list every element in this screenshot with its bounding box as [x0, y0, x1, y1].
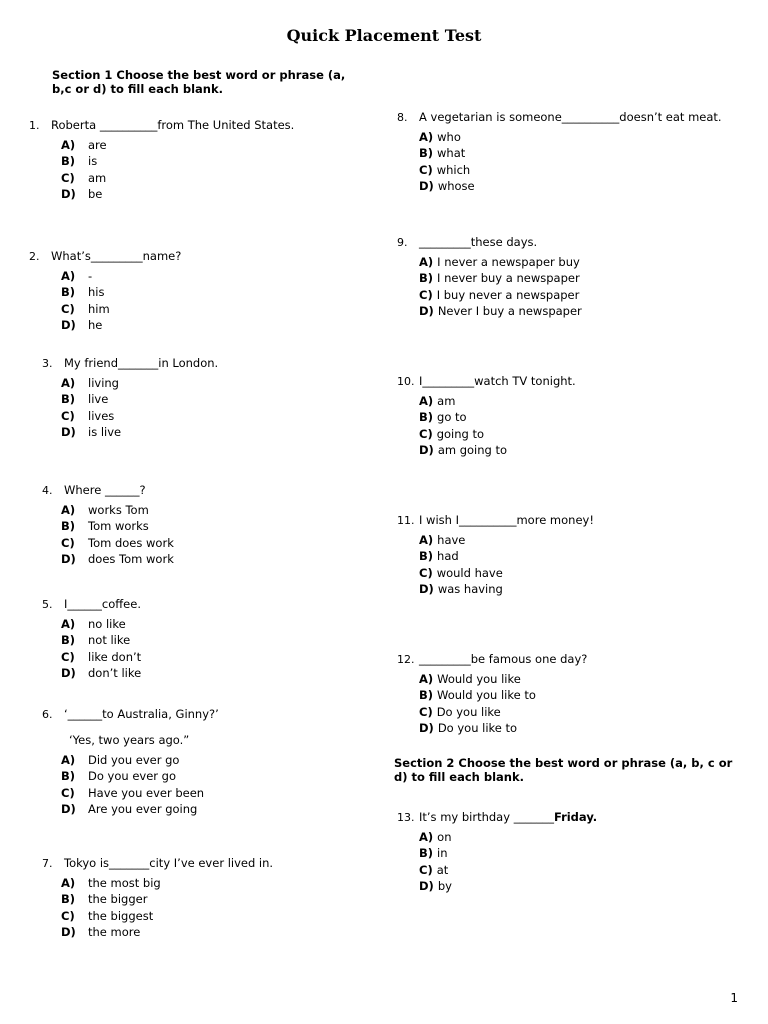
option-c[interactable]	[61, 536, 174, 552]
option-letter: D)	[61, 552, 76, 567]
question-number: 7.	[42, 857, 53, 870]
question-6	[42, 707, 219, 819]
option-b[interactable]	[419, 271, 582, 287]
option-letter: B)	[419, 549, 434, 564]
options-list	[61, 138, 294, 204]
option-a[interactable]	[61, 138, 294, 154]
option-text: living	[88, 376, 119, 390]
question-response-line: ‘Yes, two years ago.”	[69, 733, 190, 747]
option-b[interactable]	[61, 892, 273, 908]
option-a[interactable]	[61, 617, 141, 633]
question-8	[397, 110, 722, 196]
option-text: I buy never a newspaper	[436, 287, 580, 302]
option-letter: B)	[61, 633, 76, 648]
option-c[interactable]	[419, 863, 597, 879]
option-a[interactable]	[419, 255, 582, 271]
question-13	[397, 810, 597, 896]
option-letter: B)	[419, 146, 434, 161]
question-text-bold: Friday.	[553, 810, 598, 824]
question-number: 8.	[397, 111, 408, 124]
option-letter: B)	[419, 271, 434, 286]
option-text: live	[88, 392, 109, 407]
option-letter: B)	[61, 519, 76, 534]
option-letter: D)	[419, 721, 434, 736]
option-text: Did you ever go	[88, 753, 180, 767]
options-list	[61, 376, 218, 442]
question-prompt	[397, 513, 594, 527]
option-letter: A)	[61, 617, 76, 631]
option-d[interactable]	[61, 425, 218, 441]
option-letter: A)	[61, 376, 76, 390]
option-text: going to	[436, 426, 485, 441]
option-text: the most big	[88, 876, 161, 890]
option-text: at	[436, 862, 449, 877]
options-list	[419, 130, 722, 196]
question-number: 12.	[397, 653, 415, 666]
question-2	[29, 249, 181, 335]
option-c[interactable]	[61, 409, 218, 425]
option-text: don’t like	[88, 666, 142, 681]
option-letter: A)	[61, 138, 76, 152]
question-prompt	[397, 235, 582, 249]
options-list	[419, 255, 582, 321]
option-d[interactable]	[61, 802, 219, 818]
option-d[interactable]	[419, 879, 597, 895]
option-a[interactable]	[61, 503, 174, 519]
question-text-main: My friend_______in London.	[64, 356, 219, 370]
option-letter: B)	[61, 769, 76, 784]
option-letter: D)	[419, 179, 434, 194]
option-letter: A)	[419, 672, 434, 686]
option-text: Are you ever going	[88, 802, 198, 817]
option-text: in	[437, 846, 448, 861]
question-12	[397, 652, 587, 738]
option-letter: B)	[419, 688, 434, 703]
option-text: lives	[88, 408, 115, 423]
option-text: are	[88, 138, 107, 152]
option-text: the bigger	[88, 892, 148, 907]
question-number: 4.	[42, 484, 53, 497]
option-text: by	[437, 879, 452, 894]
options-list	[419, 672, 587, 738]
option-letter: D)	[419, 443, 434, 458]
option-a[interactable]	[61, 876, 273, 892]
option-text: his	[88, 285, 105, 300]
option-a[interactable]	[61, 753, 219, 769]
option-letter: D)	[61, 666, 76, 681]
question-text	[51, 249, 181, 263]
option-text: am	[88, 170, 107, 185]
question-text	[419, 810, 597, 824]
option-letter: C)	[61, 535, 75, 550]
option-c[interactable]	[61, 650, 141, 666]
option-text: not like	[88, 633, 131, 648]
option-d[interactable]	[61, 318, 181, 334]
option-text: whose	[437, 179, 475, 194]
question-number: 2.	[29, 250, 40, 263]
option-b[interactable]	[61, 633, 141, 649]
option-a[interactable]	[419, 830, 597, 846]
option-a[interactable]	[419, 672, 587, 688]
option-d[interactable]	[419, 179, 722, 195]
option-b[interactable]	[419, 146, 722, 162]
question-text-main: I_________watch TV tonight.	[419, 374, 576, 388]
option-text: like don’t	[88, 649, 142, 664]
question-prompt	[397, 110, 722, 124]
option-letter: A)	[61, 503, 76, 517]
question-text	[64, 483, 146, 497]
option-letter: D)	[419, 582, 434, 597]
option-text: Tom does work	[88, 535, 174, 550]
options-list	[419, 394, 576, 460]
option-text: would have	[436, 565, 503, 580]
option-d[interactable]	[61, 552, 174, 568]
option-letter: C)	[61, 170, 75, 185]
question-prompt	[397, 374, 576, 388]
question-text	[64, 856, 273, 870]
option-c[interactable]	[61, 171, 294, 187]
option-letter: B)	[61, 892, 76, 907]
option-a[interactable]	[61, 376, 218, 392]
option-d[interactable]	[61, 925, 273, 941]
option-c[interactable]	[419, 288, 582, 304]
question-prompt	[29, 249, 181, 263]
option-a[interactable]	[419, 394, 576, 410]
option-text: had	[437, 549, 459, 564]
question-text-main: Where ______?	[64, 483, 146, 497]
option-text: Never I buy a newspaper	[437, 304, 582, 319]
option-text: am	[437, 394, 456, 408]
option-b[interactable]	[419, 410, 576, 426]
option-letter: A)	[419, 533, 434, 547]
option-letter: A)	[419, 394, 434, 408]
option-text: the biggest	[88, 908, 154, 923]
options-list	[61, 876, 273, 942]
question-text	[419, 110, 722, 124]
option-text: Would you like	[437, 672, 521, 686]
option-letter: C)	[61, 785, 75, 800]
options-list	[61, 617, 141, 683]
option-c[interactable]	[61, 909, 273, 925]
option-b[interactable]	[61, 769, 219, 785]
question-text-main: ‘______to Australia, Ginny?’	[64, 707, 219, 721]
question-text-main: Roberta __________from The United States.	[51, 118, 295, 132]
option-a[interactable]	[419, 130, 722, 146]
option-letter: B)	[419, 410, 434, 425]
option-a[interactable]	[61, 269, 181, 285]
option-text: does Tom work	[88, 552, 174, 567]
option-text: works Tom	[88, 503, 149, 517]
option-letter: A)	[419, 830, 434, 844]
question-number: 3.	[42, 357, 53, 370]
question-text	[419, 513, 594, 527]
option-text: -	[88, 269, 93, 283]
option-letter: D)	[419, 304, 434, 319]
question-7	[42, 856, 273, 942]
question-text-main: It’s my birthday _______	[419, 810, 554, 824]
question-number: 5.	[42, 598, 53, 611]
option-text: was having	[437, 582, 503, 597]
option-letter: A)	[61, 876, 76, 890]
option-text: have	[437, 533, 466, 547]
question-text-main: A vegetarian is someone__________doesn’t eat meat.	[419, 110, 722, 124]
option-text: is live	[88, 425, 122, 440]
option-text: Do you like to	[437, 721, 518, 736]
option-text: Would you like to	[437, 688, 536, 703]
question-text	[64, 597, 141, 611]
question-prompt	[42, 856, 273, 870]
option-text: Have you ever been	[88, 785, 205, 800]
option-text: be	[88, 187, 103, 202]
question-prompt	[397, 810, 597, 824]
option-d[interactable]	[61, 666, 141, 682]
option-letter: C)	[419, 426, 433, 441]
option-c[interactable]	[419, 566, 594, 582]
option-text: him	[88, 301, 110, 316]
option-letter: C)	[419, 287, 433, 302]
question-text-main: What’s_________name?	[51, 249, 182, 263]
question-text	[64, 707, 219, 721]
options-list	[61, 753, 219, 819]
option-b[interactable]	[61, 154, 294, 170]
question-4	[42, 483, 174, 569]
question-text-main: _________be famous one day?	[419, 652, 588, 666]
option-d[interactable]	[419, 721, 587, 737]
option-letter: B)	[61, 285, 76, 300]
option-d[interactable]	[419, 304, 582, 320]
question-number: 13.	[397, 811, 415, 824]
option-c[interactable]	[419, 163, 722, 179]
option-b[interactable]	[61, 285, 181, 301]
option-letter: A)	[61, 269, 76, 283]
question-text-main: Tokyo is_______city I’ve ever lived in.	[64, 856, 274, 870]
option-letter: C)	[419, 565, 433, 580]
question-11	[397, 513, 594, 599]
section-1-heading: Section 1 Choose the best word or phrase (a, b,c or d) to fill each blank.	[52, 68, 346, 96]
option-text: on	[437, 830, 452, 844]
option-c[interactable]	[61, 786, 219, 802]
option-letter: B)	[419, 846, 434, 861]
option-letter: C)	[419, 704, 433, 719]
question-5	[42, 597, 141, 683]
option-b[interactable]	[61, 392, 218, 408]
option-c[interactable]	[419, 427, 576, 443]
option-b[interactable]	[419, 846, 597, 862]
option-c[interactable]	[61, 302, 181, 318]
option-text: what	[437, 146, 466, 161]
question-prompt	[42, 707, 219, 721]
option-b[interactable]	[61, 519, 174, 535]
question-number: 10.	[397, 375, 415, 388]
option-letter: C)	[61, 908, 75, 923]
option-letter: B)	[61, 392, 76, 407]
option-b[interactable]	[419, 549, 594, 565]
option-text: he	[88, 318, 103, 333]
question-number: 11.	[397, 514, 415, 527]
question-number: 9.	[397, 236, 408, 249]
option-text: go to	[437, 410, 467, 425]
option-letter: D)	[61, 925, 76, 940]
question-1	[29, 118, 294, 204]
question-text	[64, 356, 218, 370]
option-d[interactable]	[419, 443, 576, 459]
question-text-main: I wish I__________more money!	[419, 513, 594, 527]
option-text: I never buy a newspaper	[437, 271, 580, 286]
question-text	[419, 235, 537, 249]
option-d[interactable]	[61, 187, 294, 203]
option-letter: C)	[61, 408, 75, 423]
option-letter: C)	[61, 649, 75, 664]
question-number: 6.	[42, 708, 53, 721]
option-letter: C)	[61, 301, 75, 316]
option-letter: C)	[419, 162, 433, 177]
option-text: who	[437, 130, 461, 144]
options-list	[61, 269, 181, 335]
page-number: 1	[730, 991, 738, 1005]
options-list	[61, 503, 174, 569]
option-letter: A)	[61, 753, 76, 767]
question-9	[397, 235, 582, 321]
option-letter: B)	[61, 154, 76, 169]
option-text: no like	[88, 617, 126, 631]
option-letter: D)	[61, 318, 76, 333]
page-title: Quick Placement Test	[286, 26, 482, 45]
question-3	[42, 356, 218, 442]
option-text: Tom works	[88, 519, 149, 534]
option-a[interactable]	[419, 533, 594, 549]
question-prompt	[42, 597, 141, 611]
option-d[interactable]	[419, 582, 594, 598]
option-text: Do you ever go	[88, 769, 177, 784]
question-prompt	[29, 118, 294, 132]
options-list	[419, 533, 594, 599]
option-text: Do you like	[436, 704, 501, 719]
option-text: the more	[88, 925, 141, 940]
option-letter: D)	[61, 802, 76, 817]
option-letter: A)	[419, 130, 434, 144]
option-c[interactable]	[419, 705, 587, 721]
option-text: am going to	[437, 443, 508, 458]
question-10	[397, 374, 576, 460]
option-text: I never a newspaper buy	[437, 255, 580, 269]
question-text-main: _________these days.	[419, 235, 538, 249]
option-b[interactable]	[419, 688, 587, 704]
option-text: which	[436, 162, 471, 177]
question-number: 1.	[29, 119, 40, 132]
question-text	[419, 374, 576, 388]
option-letter: C)	[419, 862, 433, 877]
question-text	[419, 652, 587, 666]
question-prompt	[397, 652, 587, 666]
question-prompt	[42, 483, 174, 497]
question-text	[51, 118, 294, 132]
option-text: is	[88, 154, 98, 169]
option-letter: D)	[61, 425, 76, 440]
question-text-main: I______coffee.	[64, 597, 141, 611]
option-letter: A)	[419, 255, 434, 269]
section-2-heading: Section 2 Choose the best word or phrase (a, b, c or d) to fill each blank.	[394, 756, 733, 784]
question-prompt	[42, 356, 218, 370]
options-list	[419, 830, 597, 896]
option-letter: D)	[61, 187, 76, 202]
option-letter: D)	[419, 879, 434, 894]
